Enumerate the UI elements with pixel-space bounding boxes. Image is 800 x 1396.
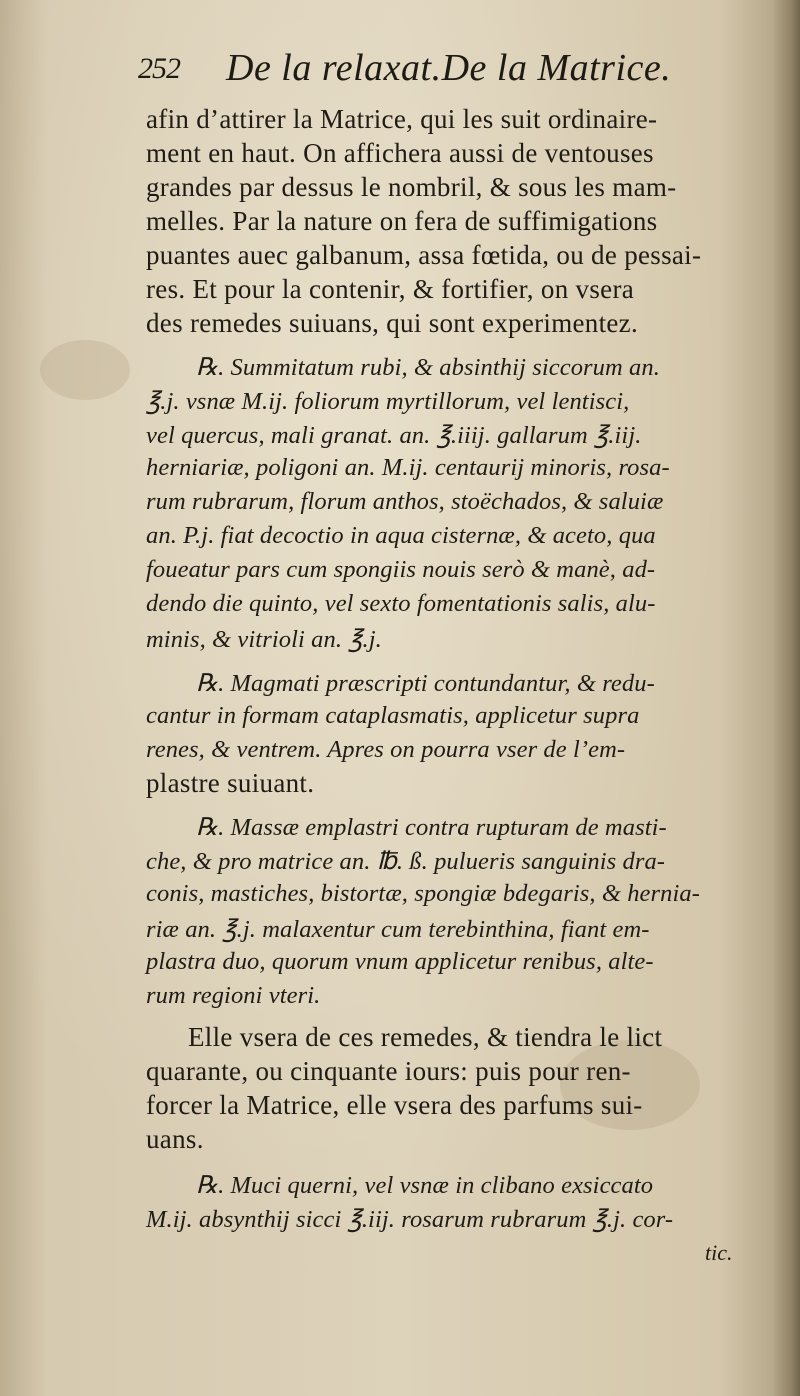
recipe-line: rum rubrarum, florum anthos, stoëchados, & saluiæ	[146, 488, 664, 515]
recipe-line: plastra duo, quorum vnum applicetur renibus, alte-	[146, 948, 654, 975]
recipe-line: ℥.j. vsnæ M.ij. foliorum myrtillorum, vel lentisci,	[146, 388, 630, 415]
running-title: De la relaxat.De la Matrice.	[226, 47, 672, 89]
text-line: grandes par dessus le nombril, & sous les mam-	[146, 172, 677, 202]
recipe-line: dendo die quinto, vel sexto fomentationis salis, alu-	[146, 590, 656, 617]
paper-stain	[40, 340, 130, 400]
text-line: des remedes suiuans, qui sont experimentez.	[146, 308, 639, 338]
text-line: ment en haut. On affichera aussi de ventouses	[146, 138, 654, 168]
text-line: melles. Par la nature on fera de suffimigations	[146, 206, 658, 236]
recipe-line: conis, mastiches, bistortæ, spongiæ bdegaris, & hernia-	[146, 880, 701, 907]
recipe-line: herniariæ, poligoni an. M.ij. centaurij minoris, rosa-	[146, 454, 670, 481]
text-line: plastre suiuant.	[146, 768, 315, 798]
recipe-line: che, & pro matrice an. ℔. ß. pulueris sanguinis dra-	[146, 848, 666, 875]
text-line: uans.	[146, 1124, 204, 1154]
recipe-line: foueatur pars cum spongiis nouis serò & manè, ad-	[146, 556, 656, 583]
recipe-line: renes, & ventrem. Apres on pourra vser de l’em-	[146, 736, 626, 763]
text-line: res. Et pour la contenir, & fortifier, on vsera	[146, 274, 635, 304]
recipe-line: an. P.j. fiat decoctio in aqua cisternæ, & aceto, qua	[146, 522, 656, 549]
recipe-line: M.ij. absynthij sicci ℥.iij. rosarum rubrarum ℥.j. cor-	[146, 1206, 674, 1233]
text-line: quarante, ou cinquante iours: puis pour ren-	[146, 1056, 631, 1086]
page-header	[138, 46, 738, 94]
text-line: Elle vsera de ces remedes, & tiendra le lict	[188, 1022, 663, 1052]
page-gutter-shadow	[772, 0, 800, 1396]
text-line: forcer la Matrice, elle vsera des parfums sui-	[146, 1090, 643, 1120]
catchword: tic.	[705, 1240, 733, 1265]
recipe-line: cantur in formam cataplasmatis, applicetur supra	[146, 702, 640, 729]
text-line: afin d’attirer la Matrice, qui les suit ordinaire-	[146, 104, 658, 134]
recipe-line: minis, & vitrioli an. ℥.j.	[146, 626, 382, 653]
text-line: puantes auec galbanum, assa fœtida, ou de pessai-	[146, 240, 702, 270]
recipe-line: vel quercus, mali granat. an. ℥.iiij. gallarum ℥.iij.	[146, 422, 642, 449]
recipe-line: ℞. Magmati præscripti contundantur, & redu-	[196, 670, 655, 697]
recipe-line: ℞. Muci querni, vel vsnæ in clibano exsiccato	[196, 1172, 654, 1199]
recipe-line: riæ an. ℥.j. malaxentur cum terebinthina, fiant em-	[146, 916, 650, 943]
recipe-line: ℞. Summitatum rubi, & absinthij siccorum an.	[196, 354, 660, 381]
recipe-line: rum regioni vteri.	[146, 982, 321, 1009]
page-number: 252	[138, 52, 180, 85]
recipe-line: ℞. Massæ emplastri contra rupturam de masti-	[196, 814, 667, 841]
